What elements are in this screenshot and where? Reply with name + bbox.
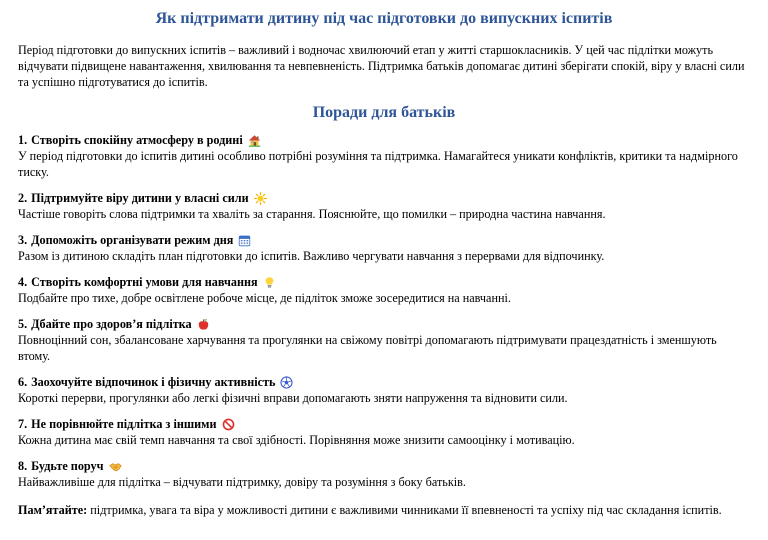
calendar-icon: [238, 234, 251, 247]
tip-number: 2.: [18, 191, 28, 205]
tip-heading: [18, 190, 750, 206]
tip-description: Короткі перерви, прогулянки або легкі фізичні вправи допомагають зняти напруження та відновити сили.: [18, 391, 568, 405]
tip-heading: [18, 374, 750, 390]
tip-description: Кожна дитина має свій темп навчання та свої здібності. Порівняння може знизити самооцінку і мотивацію.: [18, 433, 575, 447]
tip-description: Подбайте про тихе, добре освітлене робоче місце, де підліток зможе зосередитися на навчанні.: [18, 291, 511, 305]
tip-heading-text: Не порівнюйте підлітка з іншими: [31, 417, 217, 431]
tip-description: Найважливіше для підлітка – відчувати підтримку, довіру та розуміння з боку батьків.: [18, 475, 466, 489]
tip-heading-text: Заохочуйте відпочинок і фізичну активність: [31, 375, 276, 389]
light-bulb-icon: [263, 276, 276, 289]
tips-list: [18, 132, 750, 490]
tip-heading: [18, 458, 750, 474]
tip-description: У період підготовки до іспитів дитині особливо потрібні розуміння та підтримка. Намагайтеся уникати конфліктів, критики та надмірного тиску.: [18, 149, 738, 179]
tip-heading-text: Допоможіть організувати режим дня: [31, 233, 234, 247]
tip-number: 3.: [18, 233, 28, 247]
tip-item: [18, 190, 750, 222]
tip-description: Повноцінний сон, збалансоване харчування та прогулянки на свіжому повітрі допомагають підтримувати працездатність і зменшують втому.: [18, 333, 717, 363]
note-label: Пам’ятайте:: [18, 503, 88, 517]
tip-number: 4.: [18, 275, 28, 289]
tip-description: Разом із дитиною складіть план підготовки до іспитів. Важливо чергувати навчання з перервами для відпочинку.: [18, 249, 605, 263]
tip-item: [18, 416, 750, 448]
tip-item: [18, 274, 750, 306]
page-title: Як підтримати дитину під час підготовки до випускних іспитів: [155, 10, 613, 27]
tip-number: 6.: [18, 375, 28, 389]
tip-item: [18, 232, 750, 264]
sun-icon: [254, 192, 267, 205]
tip-heading: [18, 132, 750, 148]
tip-item: [18, 132, 750, 180]
tip-item: [18, 374, 750, 406]
tip-number: 5.: [18, 317, 28, 331]
tip-heading-text: Будьте поруч: [31, 459, 104, 473]
tip-number: 8.: [18, 459, 28, 473]
prohibited-icon: [222, 418, 235, 431]
intro-paragraph: Період підготовки до випускних іспитів – важливий і водночас хвилюючий етап у житті старшокласників. У цей час підлітки можуть відчувати підвищене навантаження, хвилювання та невпевненість. Підтримка батьків допомагає дитині зберігати спокій, віру у власні сили та успішно підготуватися до іспитів.: [18, 43, 745, 89]
tip-heading: [18, 316, 750, 332]
note-text: підтримка, увага та віра у можливості дитини є важливими чинниками її впевненості та успіху під час складання іспитів.: [87, 503, 722, 517]
tip-number: 1.: [18, 133, 28, 147]
tip-heading: [18, 232, 750, 248]
tip-number: 7.: [18, 417, 28, 431]
apple-icon: [197, 318, 210, 331]
handshake-icon: [109, 460, 122, 473]
tip-description: Частіше говоріть слова підтримки та хваліть за старання. Пояснюйте, що помилки – природна частина навчання.: [18, 207, 606, 221]
tip-heading-text: Створіть комфортні умови для навчання: [31, 275, 258, 289]
house-icon: [248, 134, 261, 147]
tip-heading-text: Підтримуйте віру дитини у власні сили: [31, 191, 249, 205]
section-title: Поради для батьків: [312, 104, 456, 121]
tip-heading-text: Дбайте про здоров’я підлітка: [31, 317, 192, 331]
ball-icon: [280, 376, 293, 389]
tip-item: [18, 316, 750, 364]
tip-heading: [18, 416, 750, 432]
tip-heading-text: Створіть спокійну атмосферу в родині: [31, 133, 243, 147]
closing-note: [18, 502, 750, 518]
tip-item: [18, 458, 750, 490]
tip-heading: [18, 274, 750, 290]
